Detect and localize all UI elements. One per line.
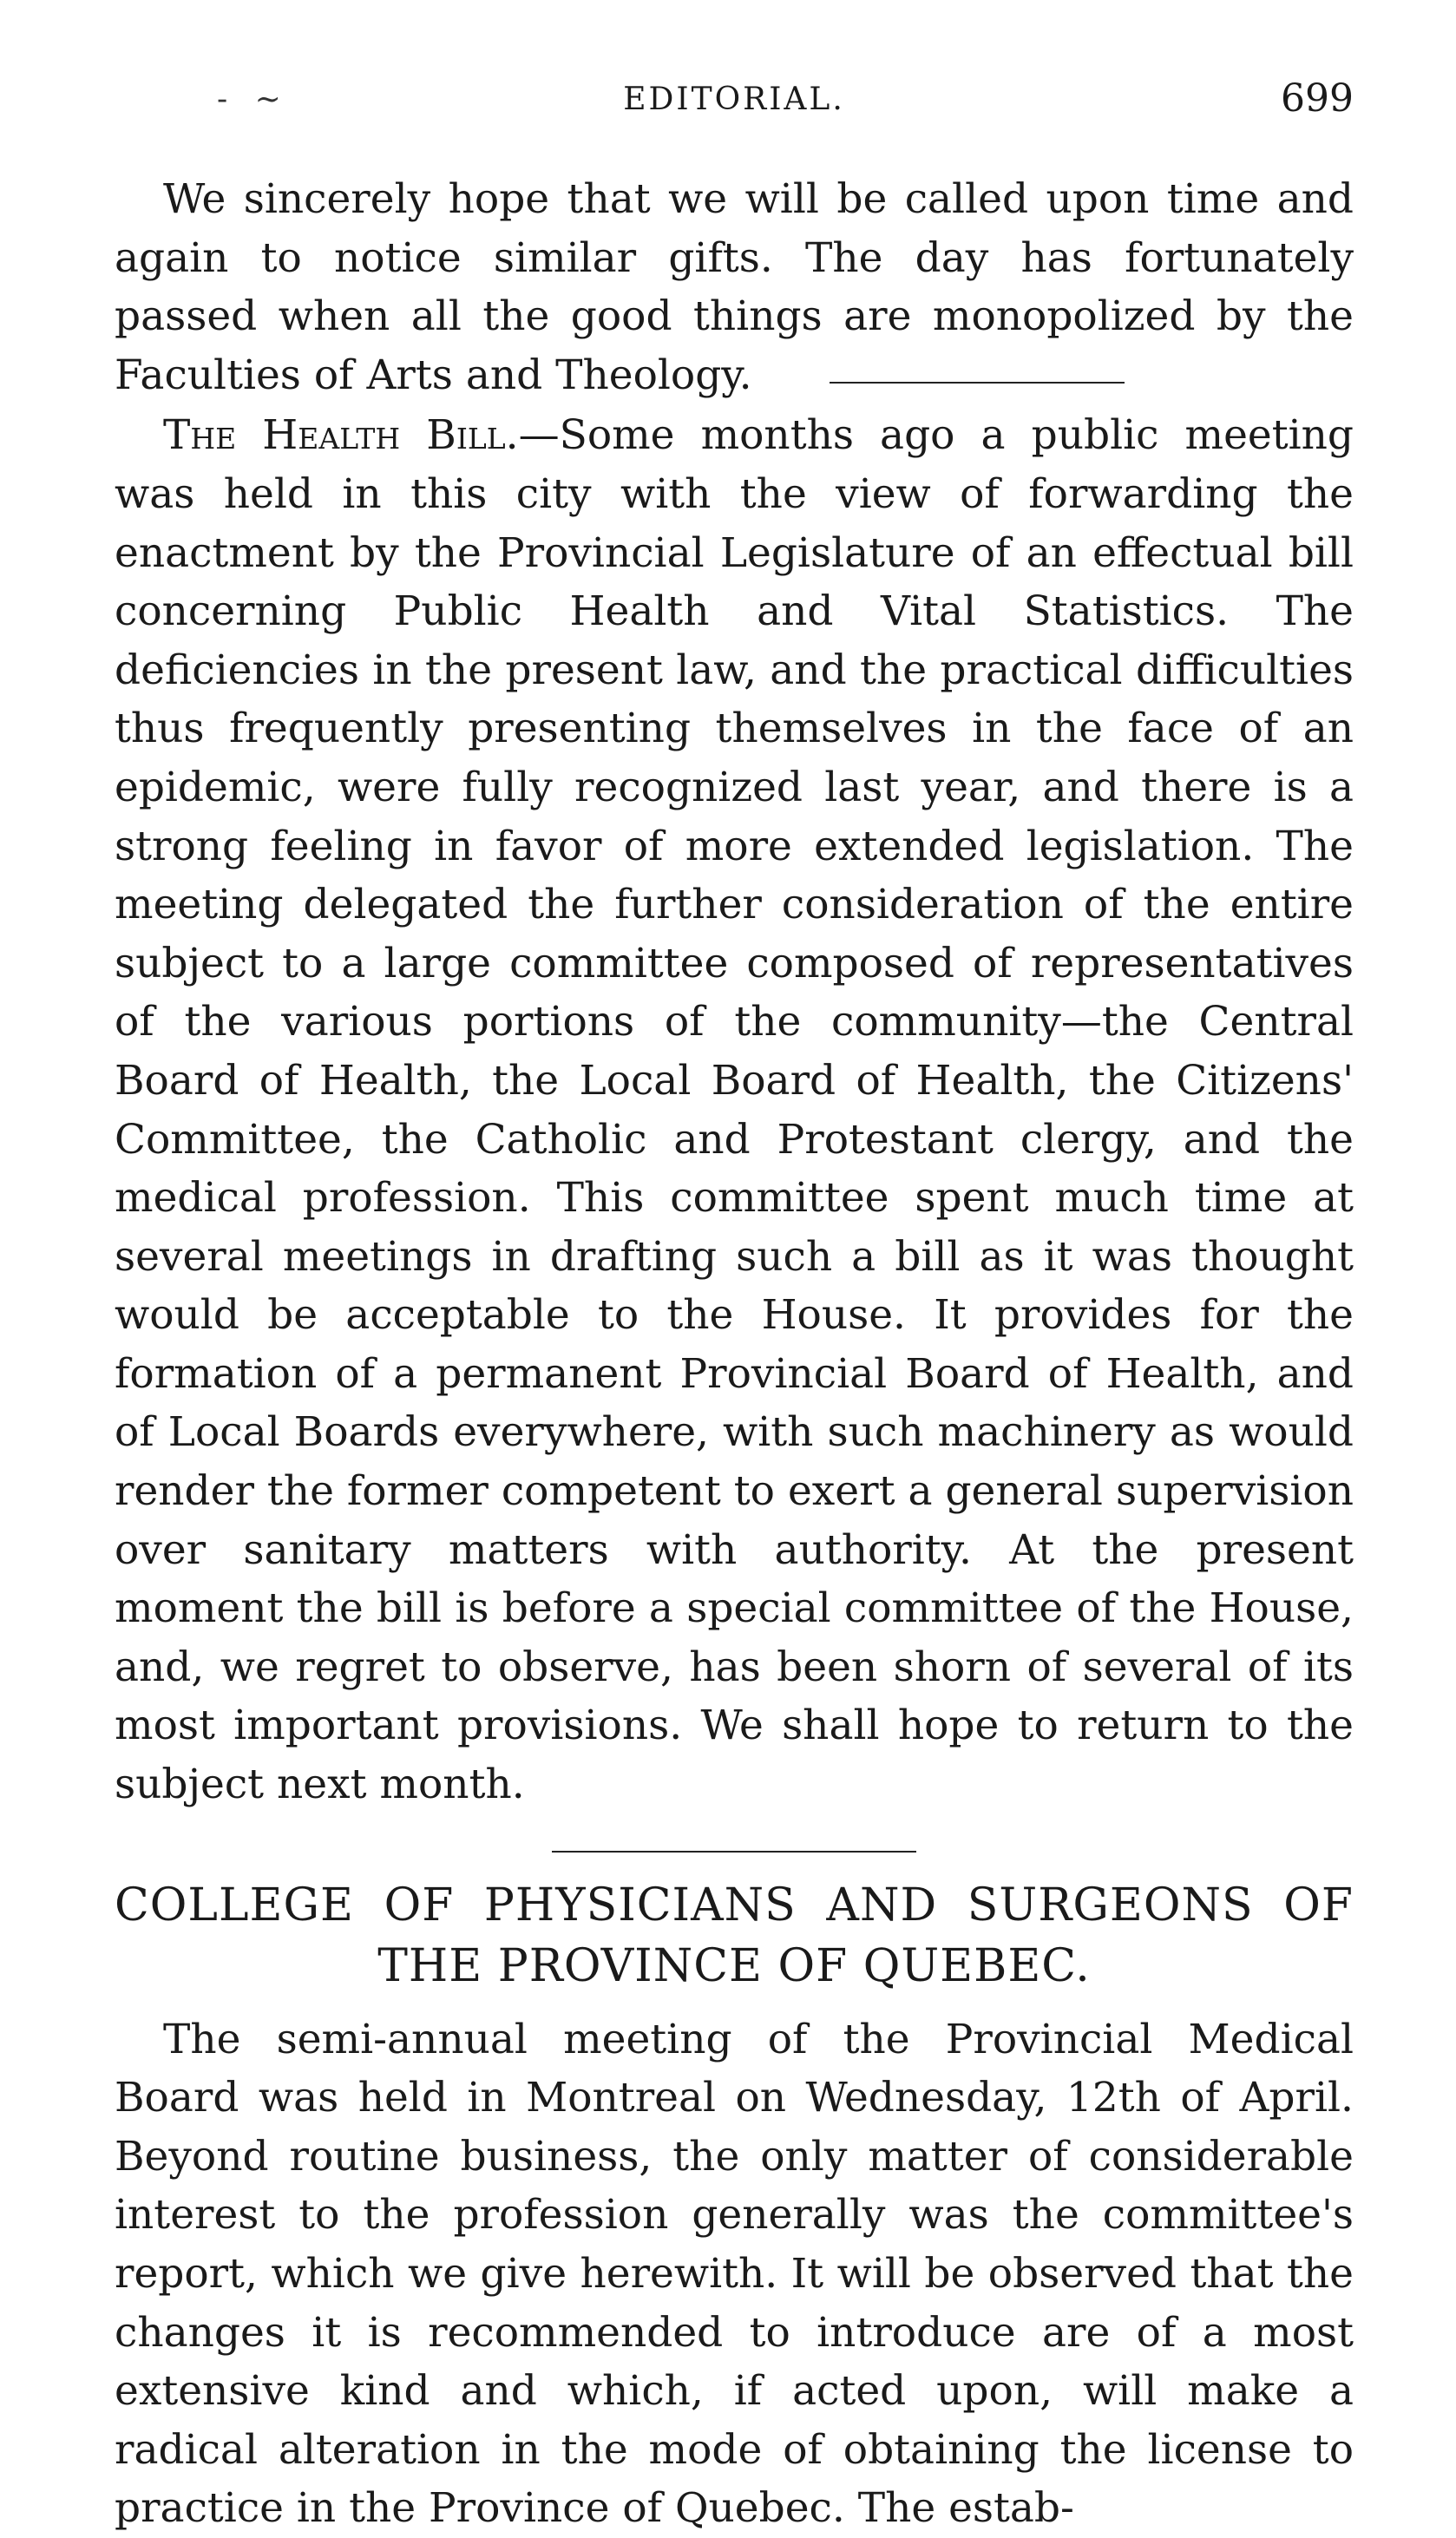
text-column (115, 170, 1354, 2538)
page-number: 699 (1281, 76, 1354, 121)
running-head (115, 76, 1354, 128)
paragraph-body: —Some months ago a public meeting was held in this city with the view of forwarding the enactment by the Provincial Legislature of an effectual bill concerning Public Health and Vital Statistics. The deficiencies in the present law, and the practical difficulties thus frequently presenting themselves in the face of an epidemic, were fully recognized last year, and there is a strong feeling in favor of more extended legislation. The meeting delegated the further consideration of the entire subject to a large committee composed of representatives of the various portions of the community—the Central Board of Health, the Local Board of Health, the Citizens' Committee, the Catholic and Protestant clergy, and the medical profession. This committee spent much time at several meetings in drafting such a bill as it was thought would be acceptable to the House. It provides for the formation of a permanent Provincial Board of Health, and of Local Boards everywhere, with such machinery as would render the former competent to exert a general supervision over sanitary matters with authority. At the present moment the bill is before a special committee of the House, and, we regret to observe, has been shorn of several of its most important provisions. We shall hope to return to the subject next month. (115, 411, 1354, 1809)
running-head-title: EDITORIAL. (623, 82, 845, 117)
paragraph-gifts: We sincerely hope that we will be called upon time and again to notice similar gifts. The day has fortunately passed when all the good things are monopolized by the Faculties of Arts and Theology. (115, 175, 1354, 399)
paragraph-college-meeting: The semi-annual meeting of the Provincial Medical Board was held in Montreal on Wednesday, 12th of April. Beyond routine business, the only matter of considerable interest to the profession generally was the committee's report, which we give herewith. It will be observed that the changes it is recommended to introduce are of a most extensive kind and which, if acted upon, will make a radical alteration in the mode of obtaining the license to practice in the Province of Quebec. The estab- (115, 2015, 1354, 2533)
paragraph-health-bill (115, 406, 1354, 1813)
paragraph-lead-in: The Health Bill. (163, 411, 519, 460)
margin-marks: - ~ (217, 82, 290, 117)
section-heading-line: COLLEGE OF PHYSICIANS AND SURGEONS OF (115, 1879, 1354, 1931)
section-heading (115, 1875, 1354, 1997)
section-rule (552, 1851, 916, 1853)
section-rule (830, 382, 1125, 384)
section-heading-line: THE PROVINCE OF QUEBEC. (377, 1939, 1091, 1992)
